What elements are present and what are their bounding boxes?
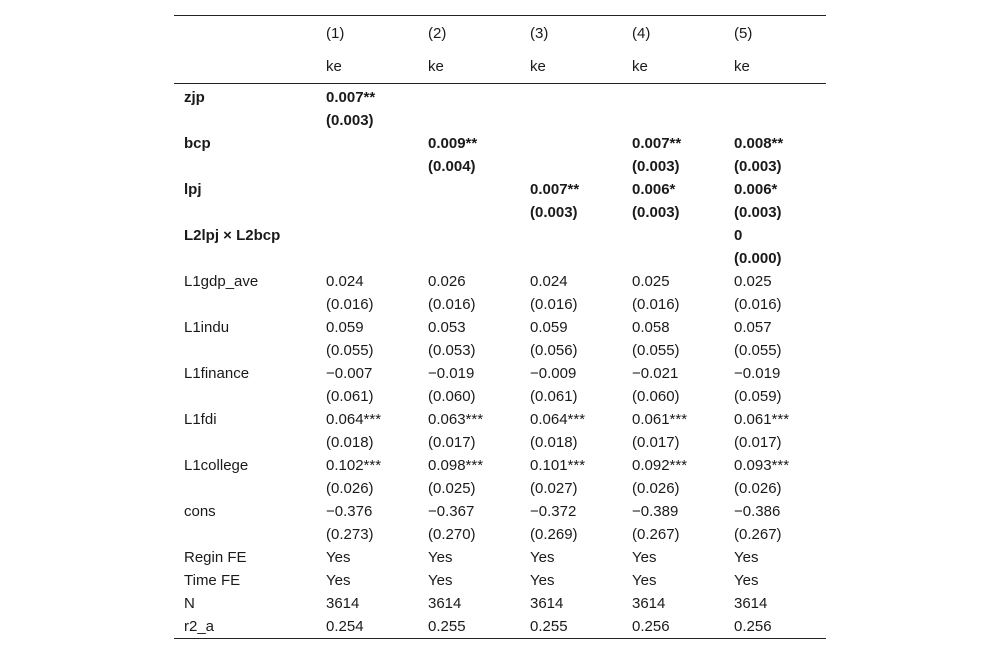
table-cell: (0.016) <box>428 296 476 313</box>
table-cell: 0.059 <box>530 319 568 336</box>
table-cell: 0.024 <box>326 273 364 290</box>
table-cell: 0.101*** <box>530 457 586 474</box>
table-cell <box>724 109 826 132</box>
table-cell: 3614 <box>530 595 564 612</box>
header-model-4: (4) <box>622 16 724 52</box>
table-cell: (0.056) <box>530 342 578 359</box>
table-cell: (0.018) <box>326 434 374 451</box>
table-cell: 0.254 <box>316 615 418 639</box>
header-corner-cell <box>174 16 316 52</box>
table-cell: (0.055) <box>632 342 680 359</box>
table-cell <box>418 109 520 132</box>
table-row <box>174 592 826 615</box>
table-cell: 0.063*** <box>428 411 484 428</box>
table-cell: (0.003) <box>530 204 578 221</box>
table-cell: 0.255 <box>418 615 520 639</box>
table-row <box>174 109 826 132</box>
table-cell <box>622 224 724 247</box>
table-cell: 0.059 <box>326 319 364 336</box>
header-model-5: (5) <box>724 16 826 52</box>
table-cell: (0.267) <box>734 526 782 543</box>
table-row <box>174 362 826 385</box>
table-cell: (0.026) <box>734 480 782 497</box>
row-label <box>174 109 316 132</box>
table-cell: 0.007** <box>530 181 580 198</box>
header-depvar-4: ke <box>622 51 724 84</box>
table-cell: Yes <box>734 572 759 589</box>
table-cell <box>520 84 622 110</box>
table-cell: 3614 <box>734 595 768 612</box>
row-label: L1gdp_ave <box>184 273 259 290</box>
table-row <box>174 178 826 201</box>
table-cell: (0.003) <box>734 204 782 221</box>
table-row <box>174 247 826 270</box>
table-cell: (0.273) <box>326 526 374 543</box>
table-cell: 0.064*** <box>326 411 382 428</box>
table-cell: (0.003) <box>632 158 680 175</box>
table-row <box>174 224 826 247</box>
table-cell: 3614 <box>632 595 666 612</box>
table-cell <box>520 155 622 178</box>
row-label <box>174 339 316 362</box>
table-cell: Yes <box>632 549 657 566</box>
table-cell: −0.019 <box>428 365 475 382</box>
table-cell <box>316 247 418 270</box>
row-label: lpj <box>184 181 202 198</box>
table-cell <box>316 201 418 224</box>
table-cell: (0.055) <box>326 342 374 359</box>
table-cell: (0.017) <box>632 434 680 451</box>
table-cell: 0.092*** <box>632 457 688 474</box>
table-cell <box>316 224 418 247</box>
table-cell: (0.053) <box>428 342 476 359</box>
table-header <box>174 16 826 84</box>
row-label <box>174 385 316 408</box>
table-cell: Yes <box>428 572 453 589</box>
table-cell: 0.058 <box>632 319 670 336</box>
table-cell: (0.017) <box>734 434 782 451</box>
table-cell: (0.269) <box>530 526 578 543</box>
table-row <box>174 84 826 110</box>
table-row <box>174 339 826 362</box>
row-label: L2lpj × L2bcp <box>184 227 281 244</box>
row-label <box>174 477 316 500</box>
table-cell <box>418 201 520 224</box>
table-cell: 0 <box>734 227 743 244</box>
table-row <box>174 316 826 339</box>
table-cell: 0.061*** <box>734 411 790 428</box>
table-row <box>174 454 826 477</box>
table-cell: 0.256 <box>622 615 724 639</box>
row-label <box>174 431 316 454</box>
table-cell: 0.007** <box>326 89 376 106</box>
table-cell: (0.018) <box>530 434 578 451</box>
header-row-model-numbers <box>174 16 826 52</box>
table-cell: 0.008** <box>734 135 784 152</box>
header-depvar-1: ke <box>316 51 418 84</box>
table-cell: (0.061) <box>530 388 578 405</box>
table-cell: 0.053 <box>428 319 466 336</box>
table-row <box>174 132 826 155</box>
table-cell: 0.098*** <box>428 457 484 474</box>
table-cell: −0.021 <box>632 365 679 382</box>
table-cell: (0.025) <box>428 480 476 497</box>
row-label: L1college <box>184 457 249 474</box>
row-label: L1finance <box>184 365 250 382</box>
table-cell: (0.004) <box>428 158 476 175</box>
header-row-dependent-variable <box>174 51 826 84</box>
table-cell <box>622 84 724 110</box>
table-cell: Yes <box>632 572 657 589</box>
table-cell <box>418 84 520 110</box>
table-row <box>174 431 826 454</box>
table-cell: Yes <box>326 549 351 566</box>
table-cell: (0.026) <box>632 480 680 497</box>
regression-table <box>174 15 826 639</box>
table-cell <box>520 109 622 132</box>
table-cell: Yes <box>734 549 759 566</box>
table-cell: 0.256 <box>724 615 826 639</box>
table-cell: 0.025 <box>734 273 772 290</box>
table-cell <box>418 178 520 201</box>
table-cell: 0.061*** <box>632 411 688 428</box>
table-cell: (0.061) <box>326 388 374 405</box>
table-cell <box>520 247 622 270</box>
header-corner-cell <box>174 51 316 84</box>
row-label <box>174 247 316 270</box>
table-cell <box>622 247 724 270</box>
table-cell <box>316 178 418 201</box>
header-model-1: (1) <box>316 16 418 52</box>
table-cell: (0.270) <box>428 526 476 543</box>
header-depvar-3: ke <box>520 51 622 84</box>
table-cell: (0.055) <box>734 342 782 359</box>
table-cell: (0.003) <box>326 112 374 129</box>
table-cell: (0.017) <box>428 434 476 451</box>
table-row <box>174 408 826 431</box>
table-cell: −0.007 <box>326 365 373 382</box>
table-row <box>174 500 826 523</box>
table-cell: −0.009 <box>530 365 577 382</box>
table-cell: 0.024 <box>530 273 568 290</box>
table-cell: (0.003) <box>632 204 680 221</box>
table-cell: 3614 <box>428 595 462 612</box>
table-cell: −0.367 <box>428 503 475 520</box>
table-cell <box>418 224 520 247</box>
table-cell: 0.007** <box>632 135 682 152</box>
table-cell <box>520 224 622 247</box>
table-cell: 0.057 <box>734 319 772 336</box>
header-model-2: (2) <box>418 16 520 52</box>
table-row <box>174 201 826 224</box>
row-label: L1fdi <box>184 411 217 428</box>
table-cell: 0.009** <box>428 135 478 152</box>
table-cell <box>418 247 520 270</box>
table-cell: (0.016) <box>530 296 578 313</box>
table-cell: (0.060) <box>632 388 680 405</box>
table-row <box>174 615 826 639</box>
table-cell: Yes <box>428 549 453 566</box>
table-cell: (0.000) <box>734 250 782 267</box>
row-label: bcp <box>184 135 211 152</box>
table-cell: 0.026 <box>428 273 466 290</box>
row-label <box>174 293 316 316</box>
header-depvar-2: ke <box>418 51 520 84</box>
table-cell: 0.025 <box>632 273 670 290</box>
table-cell: 0.102*** <box>326 457 382 474</box>
table-cell: (0.016) <box>632 296 680 313</box>
row-label: Time FE <box>184 572 241 589</box>
table-cell: Yes <box>530 549 555 566</box>
header-depvar-5: ke <box>724 51 826 84</box>
table-cell <box>316 132 418 155</box>
header-model-3: (3) <box>520 16 622 52</box>
table-cell <box>520 132 622 155</box>
table-row <box>174 270 826 293</box>
table-cell: (0.060) <box>428 388 476 405</box>
table-cell: (0.016) <box>326 296 374 313</box>
table-cell: (0.267) <box>632 526 680 543</box>
row-label <box>174 523 316 546</box>
table-body <box>174 84 826 639</box>
row-label: N <box>184 595 195 612</box>
table-cell: 0.006* <box>734 181 778 198</box>
row-label: r2_a <box>174 615 316 639</box>
table-cell: −0.376 <box>326 503 373 520</box>
table-row <box>174 523 826 546</box>
table-cell <box>316 155 418 178</box>
table-cell: (0.016) <box>734 296 782 313</box>
table-cell: −0.372 <box>530 503 577 520</box>
row-label <box>174 201 316 224</box>
table-cell: 3614 <box>326 595 360 612</box>
row-label: L1indu <box>184 319 230 336</box>
row-label: cons <box>184 503 216 520</box>
table-cell: (0.003) <box>734 158 782 175</box>
table-row <box>174 569 826 592</box>
table-cell: 0.255 <box>520 615 622 639</box>
table-cell: (0.026) <box>326 480 374 497</box>
table-cell: 0.006* <box>632 181 676 198</box>
table-cell: −0.019 <box>734 365 781 382</box>
row-label: Regin FE <box>184 549 247 566</box>
table-row <box>174 385 826 408</box>
table-cell: 0.093*** <box>734 457 790 474</box>
table-row <box>174 155 826 178</box>
row-label: zjp <box>184 89 205 106</box>
table-cell: −0.389 <box>632 503 679 520</box>
table-cell: Yes <box>530 572 555 589</box>
row-label <box>174 155 316 178</box>
table-cell: Yes <box>326 572 351 589</box>
regression-table-container <box>174 15 826 639</box>
table-cell <box>622 109 724 132</box>
table-cell: (0.027) <box>530 480 578 497</box>
table-row <box>174 546 826 569</box>
table-cell <box>724 84 826 110</box>
table-cell: −0.386 <box>734 503 781 520</box>
table-cell: 0.064*** <box>530 411 586 428</box>
table-cell: (0.059) <box>734 388 782 405</box>
table-row <box>174 477 826 500</box>
table-row <box>174 293 826 316</box>
